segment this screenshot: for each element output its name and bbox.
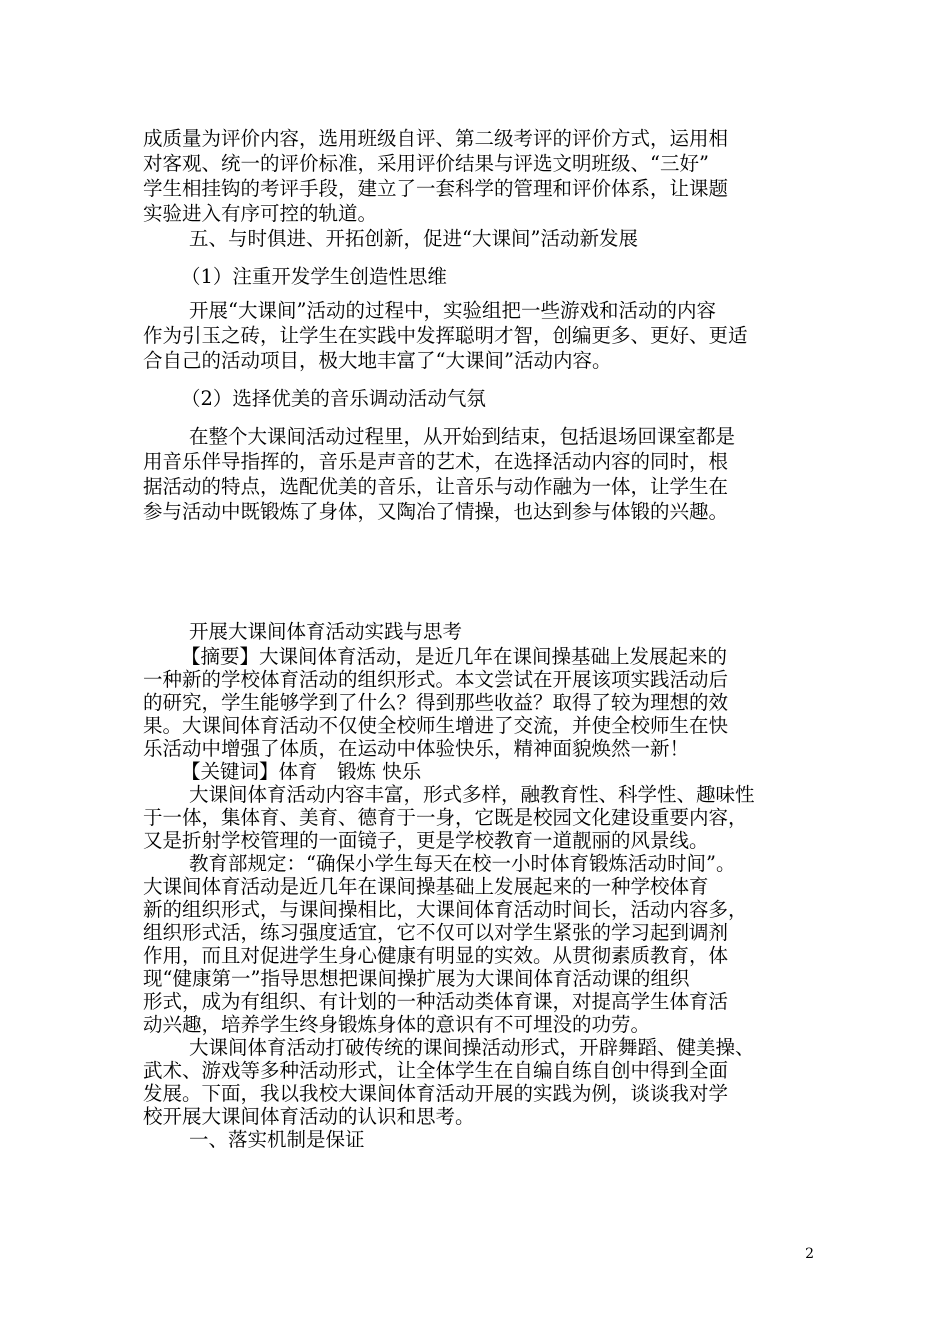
subheading-creative-thinking: （1）注重开发学生创造性思维 [181,265,447,288]
text-line: 用音乐伴导指挥的，音乐是声音的艺术，在选择活动内容的同时，根 [143,450,729,473]
text-line: 武术、游戏等多种活动形式，让全体学生在自编自练自创中得到全面 [143,1059,729,1082]
page-number: 2 [805,1246,814,1262]
article-abstract [143,645,815,783]
text-line: 大课间体育活动内容丰富，形式多样，融教育性、科学性、趣味性 [189,783,755,806]
text-line: 动兴趣，培养学生终身锻炼身体的意识有不可埋没的功劳。 [143,1013,651,1036]
section-evaluation-paragraph [143,126,815,226]
text-line: 教育部规定：“确保小学生每天在校一小时体育锻炼活动时间”。 [189,852,736,875]
text-line: 成质量为评价内容，选用班级自评、第二级考评的评价方式，运用相 [143,127,729,150]
text-line: 组织形式活，练习强度适宜，它不仅可以对学生紧张的学习起到调剂 [143,921,729,944]
text-line: 一种新的学校体育活动的组织形式。本文尝试在开展该项实践活动后 [143,668,729,691]
text-line: 对客观、统一的评价标准，采用评价结果与评选文明班级、“三好” [143,152,709,175]
text-line: 于一体，集体育、美育、德育于一身，它既是校园文化建设重要内容， [143,806,748,829]
text-line: 据活动的特点，选配优美的音乐，让音乐与动作融为一体，让学生在 [143,475,729,498]
text-line: 又是折射学校管理的一面镜子，更是学校教育一道靓丽的风景线。 [143,829,709,852]
text-line: 参与活动中既锻炼了身体，又陶冶了情操，也达到参与体锻的兴趣。 [143,500,729,523]
text-line: 实验进入有序可控的轨道。 [143,202,378,225]
text-line: 合自己的活动项目，极大地丰富了“大课间”活动内容。 [143,349,612,372]
heading-section-five: 五、与时俱进、开拓创新，促进“大课间”活动新发展 [189,227,638,250]
article-title: 开展大课间体育活动实践与思考 [189,620,463,643]
text-line: 果。大课间体育活动不仅使全校师生增进了交流，并使全校师生在快 [143,714,729,737]
text-line: 在整个大课间活动过程里，从开始到结束，包括退场回课室都是 [189,425,736,448]
heading-section-one: 一、落实机制是保证 [189,1128,365,1151]
text-line: 大课间体育活动是近几年在课间操基础上发展起来的一种学校体育 [143,875,709,898]
paragraph-music [143,424,815,524]
text-line: 校开展大课间体育活动的认识和思考。 [143,1105,475,1128]
text-line: 大课间体育活动打破传统的课间操活动形式，开辟舞蹈、健美操、 [189,1036,755,1059]
article-paragraph-3 [143,1036,815,1151]
text-line: 新的组织形式，与课间操相比，大课间体育活动时间长，活动内容多， [143,898,748,921]
article-paragraph-1 [143,783,815,852]
subheading-music: （2）选择优美的音乐调动活动气氛 [181,387,486,410]
article-paragraph-2 [143,852,815,1036]
text-line: 【摘要】大课间体育活动，是近几年在课间操基础上发展起来的 [181,645,728,668]
text-line: 作为引玉之砖，让学生在实践中发挥聪明才智，创编更多、更好、更适 [143,324,748,347]
paragraph-creative-thinking [143,298,815,373]
article-keywords: 【关键词】体育 锻炼 快乐 [181,760,422,783]
text-line: 乐活动中增强了体质，在运动中体验快乐，精神面貌焕然一新！ [143,737,690,760]
text-line: 发展。下面，我以我校大课间体育活动开展的实践为例，谈谈我对学 [143,1082,729,1105]
text-line: 的研究，学生能够学到了什么？得到那些收益？取得了较为理想的效 [143,691,729,714]
text-line: 作用，而且对促进学生身心健康有明显的实效。从贯彻素质教育，体 [143,944,729,967]
text-line: 形式，成为有组织、有计划的一种活动类体育课，对提高学生体育活 [143,990,729,1013]
text-line: 开展“大课间”活动的过程中，实验组把一些游戏和活动的内容 [189,299,716,322]
text-line: 现“健康第一”指导思想把课间操扩展为大课间体育活动课的组织 [143,967,690,990]
text-line: 学生相挂钩的考评手段，建立了一套科学的管理和评价体系，让课题 [143,177,729,200]
